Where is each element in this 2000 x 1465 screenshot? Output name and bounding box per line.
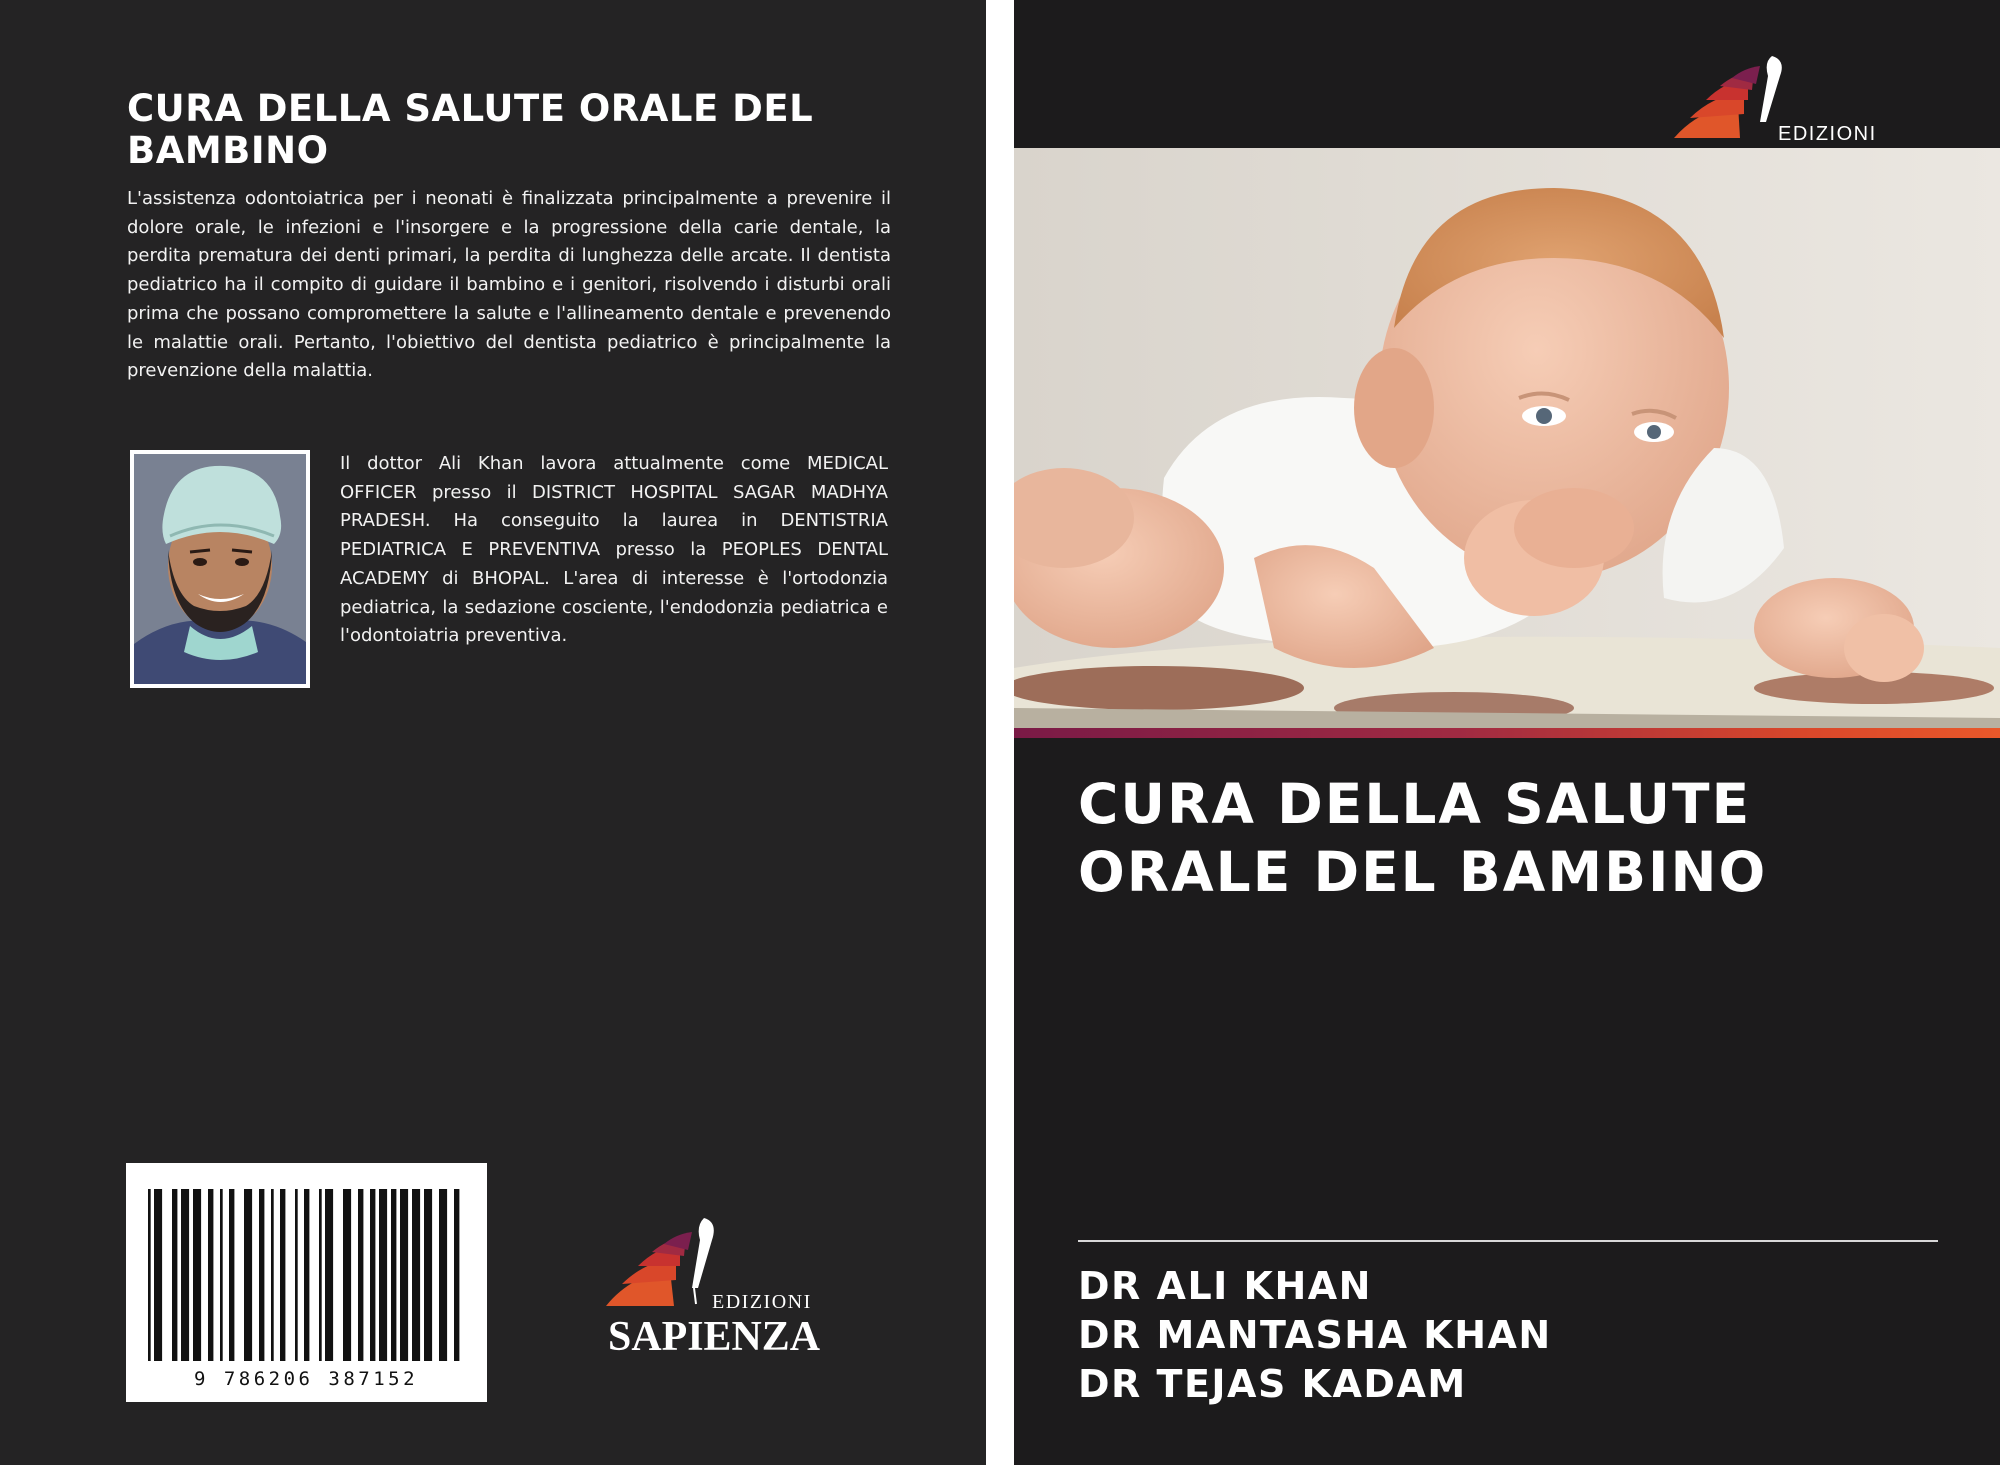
barcode-bar [193, 1189, 201, 1361]
author-photo [130, 450, 310, 688]
barcode-bar [280, 1189, 285, 1361]
logo-fan-icon [1674, 56, 1782, 138]
back-cover-blurb: L'assistenza odontoiatrica per i neonati è finalizzata principalmente a prevenire il dolore orale, le infezioni e l'insorgere e la progressione della carie dentale, la perdita prematura dei denti primari, la perdita di lunghezza delle arcate. Il dentista pediatrico ha il compito di guidare il bambino e i genitori, risolvendo i disturbi orali prima che possano compromettere la salute e l'allineamento dentale e prevenendo le malattie orali. Pertanto, l'obiettivo del dentista pediatrico è principalmente la prevenzione della malattia. [127, 188, 891, 382]
logo-edizioni: EDIZIONI [712, 1291, 812, 1313]
publisher-logo-back [600, 1218, 828, 1358]
logo-sapienza: SAPIENZA [608, 1314, 821, 1358]
barcode-bar [400, 1189, 408, 1361]
cover-photo-baby [1014, 148, 2000, 730]
barcode-bar [412, 1189, 420, 1361]
barcode-bar [325, 1189, 333, 1361]
author-divider [1078, 1240, 1938, 1242]
author-list [1078, 1262, 1938, 1409]
barcode-bar [424, 1189, 432, 1361]
barcode-bar [304, 1189, 309, 1361]
author-name: DR MANTASHA KHAN [1078, 1313, 1552, 1357]
barcode-bar [295, 1189, 298, 1361]
barcode-bar [208, 1189, 213, 1361]
barcode-bar [358, 1189, 363, 1361]
front-cover-title: CURA DELLA SALUTE ORALE DEL BAMBINO [1078, 772, 1768, 904]
barcode-bar [220, 1189, 223, 1361]
barcode-bar [343, 1189, 351, 1361]
barcode-bar [229, 1189, 234, 1361]
barcode-bar [172, 1189, 177, 1361]
page-gutter [986, 0, 1014, 1465]
photo-accent-stripe [1014, 728, 2000, 738]
barcode-bar [454, 1189, 459, 1361]
back-cover-title: CURA DELLA SALUTE ORALE DEL BAMBINO [127, 87, 814, 172]
barcode-bars [148, 1189, 459, 1361]
author-bio: Il dottor Ali Khan lavora attualmente come MEDICAL OFFICER presso il DISTRICT HOSPITAL SAGAR MADHYA PRADESH. Ha conseguito la laurea in DENTISTRIA PEDIATRICA E PREVENTIVA presso la PEOPLES DENTAL ACADEMY di BHOPAL. L'area di interesse è l'ortodonzia pediatrica, la sedazione cosciente, l'endodonzia pediatrica e l'odontoiatria preventiva. [340, 453, 888, 647]
barcode-bar [244, 1189, 252, 1361]
barcode-bar [271, 1189, 274, 1361]
author-name: DR ALI KHAN [1078, 1264, 1372, 1308]
isbn-barcode [126, 1163, 487, 1402]
barcode-bar [370, 1189, 375, 1361]
logo-edizioni: EDIZIONI [1778, 123, 1877, 145]
barcode-bar [259, 1189, 264, 1361]
author-name: DR TEJAS KADAM [1078, 1362, 1467, 1406]
barcode-bar [181, 1189, 189, 1361]
barcode-bar [319, 1189, 322, 1361]
logo-fan-icon [606, 1218, 714, 1306]
barcode-bar [439, 1189, 447, 1361]
barcode-bar [379, 1189, 387, 1361]
barcode-digits: 9 786206 387152 [193, 1368, 419, 1390]
barcode-bar [154, 1189, 162, 1361]
barcode-bar [148, 1189, 151, 1361]
barcode-bar [391, 1189, 396, 1361]
